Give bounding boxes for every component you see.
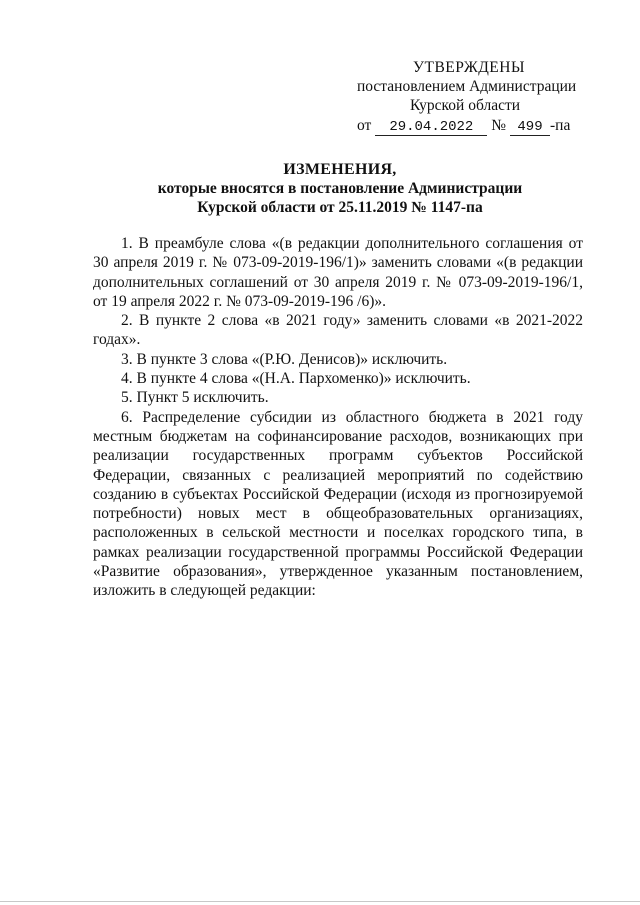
decree-number: 499 bbox=[510, 120, 550, 136]
paragraph-2: 2. В пункте 2 слова «в 2021 году» заменить словами «в 2021-2022 годах». bbox=[93, 312, 583, 349]
approval-block bbox=[355, 58, 595, 136]
approval-region: Курской области bbox=[410, 97, 521, 114]
paragraph-5: 5. Пункт 5 исключить. bbox=[121, 389, 269, 407]
paragraph-6: 6. Распределение субсидии из областного бюджета в 2021 году местным бюджетам на софинансирование расходов, возникающих при реализации государственных программ субъектов Российской Федерации, связанных с реализацией мероприятий по содействию созданию в субъектах Российской Федерации (исходя из прогнозируемой потребности) новых мест в общеобразовательных организациях, расположенных в сельской местности и поселках городского типа, в рамках реализации государственной программы Российской Федерации «Развитие образования», утвержденное указанным постановлением, изложить в следующей редакции: bbox=[93, 408, 583, 600]
scan-edge-divider bbox=[0, 901, 640, 902]
title-line-2: которые вносятся в постановление Администрации bbox=[157, 180, 523, 197]
document-title bbox=[90, 160, 590, 217]
approval-decree: постановлением Администрации bbox=[357, 78, 577, 95]
paragraph-1: 1. В преамбуле слова «(в редакции дополнительного соглашения от 30 апреля 2019 г. № 073-09-2019-196/1)» заменить словами «(в редакции дополнительных соглашений от 30 апреля 2019 г. № 073-09-2019-196/1, от 19 апреля 2022 г. № 073-09-2019-196 /6)». bbox=[93, 235, 583, 310]
paragraph-3: 3. В пункте 3 слова «(Р.Ю. Денисов)» исключить. bbox=[121, 350, 448, 368]
decree-date: 29.04.2022 bbox=[375, 120, 487, 136]
date-prefix: от bbox=[357, 117, 372, 134]
title-line-3: Курской области от 25.11.2019 № 1147-па bbox=[197, 199, 483, 216]
title-heading: ИЗМЕНЕНИЯ, bbox=[283, 161, 397, 178]
number-prefix: № bbox=[491, 117, 506, 134]
approval-dateline bbox=[355, 116, 595, 136]
number-suffix: -па bbox=[550, 117, 571, 134]
paragraph-4: 4. В пункте 4 слова «(Н.А. Пархоменко)» исключить. bbox=[121, 370, 471, 388]
approved-heading: УТВЕРЖДЕНЫ bbox=[413, 59, 525, 76]
document-body bbox=[93, 234, 583, 601]
